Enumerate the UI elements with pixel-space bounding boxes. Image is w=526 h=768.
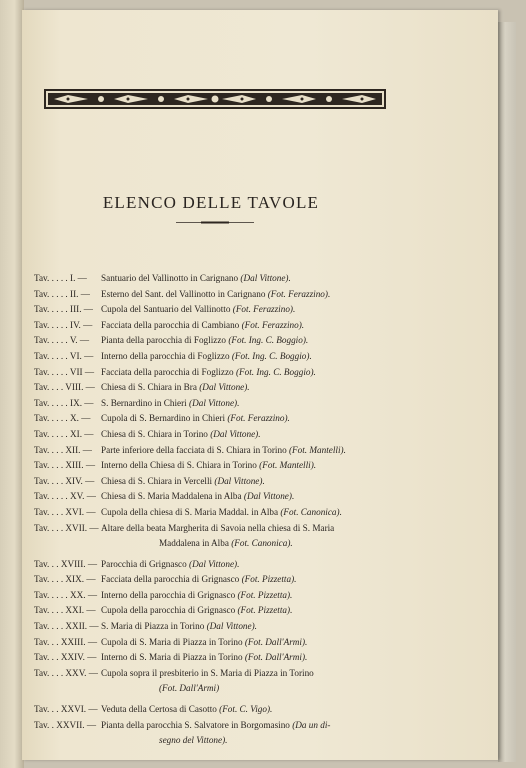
plate-number: Tav. . . . VIII. — — [34, 382, 95, 393]
plate-entry — [34, 718, 454, 734]
photo-credit: (Fot. Ferazzino). — [267, 288, 331, 299]
plate-description: Cupola del Santuario del Vallinotto — [101, 304, 231, 315]
plate-entry — [34, 474, 454, 490]
plate-number: Tav. . . . XIV. — — [34, 475, 95, 486]
plate-entry — [34, 380, 454, 396]
photo-credit: (Fot. Ing. C. Boggio). — [228, 335, 309, 346]
plate-description: Cupola di S. Maria di Piazza in Torino — [101, 636, 243, 647]
plate-description: Altare della beata Margherita di Savoia nella chiesa di S. Maria — [101, 522, 335, 533]
left-page-edge — [0, 0, 24, 768]
plate-description: S. Maria di Piazza in Torino — [101, 621, 205, 632]
plate-entry — [34, 427, 454, 443]
photo-credit: (Fot. Mantelli). — [288, 444, 346, 455]
photo-credit: (Dal Vittone). — [240, 273, 291, 283]
plate-description: Interno della Chiesa di S. Chiara in Torino — [101, 460, 257, 471]
plate-entry — [34, 271, 454, 287]
plate-entry — [34, 702, 454, 718]
photo-credit: (Dal Vittone). — [214, 475, 265, 486]
plate-entry — [34, 396, 454, 412]
photo-credit: (Fot. Ing. C. Boggio). — [231, 350, 312, 361]
plate-entry — [34, 333, 454, 349]
plate-description: S. Bernardino in Chieri — [101, 397, 187, 408]
photo-credit: (Fot. Pizzetta). — [241, 574, 297, 585]
plate-entry — [34, 302, 454, 318]
plate-number: Tav. . . . XXI. — — [34, 605, 96, 616]
plate-number: Tav. . . . XVI. — — [34, 506, 96, 517]
plate-description: Interno di S. Maria di Piazza in Torino — [101, 652, 243, 663]
photo-credit: (Dal Vittone). — [206, 621, 257, 632]
plate-entry — [34, 318, 454, 334]
plate-description: Chiesa di S. Chiara in Torino — [101, 428, 208, 439]
photo-credit: (Dal Vittone). — [243, 491, 295, 502]
plate-number: Tav. . . . . IV. — — [34, 319, 93, 330]
plate-number: Tav. . . . XXV. — — [34, 667, 98, 678]
plate-number: Tav. . . . . VI. — — [34, 350, 94, 361]
plate-number: Tav. . . XVIII. — — [34, 558, 98, 569]
photo-credit: (Dal Vittone). — [210, 428, 261, 439]
photo-credit: (Fot. Canonica). — [280, 506, 342, 517]
plate-entry — [34, 557, 454, 573]
plate-entry — [34, 349, 454, 365]
plate-description: Chiesa di S. Chiara in Vercelli — [101, 475, 213, 486]
plate-entry — [34, 365, 454, 381]
plate-entry — [34, 635, 454, 651]
photo-credit: (Fot. Ferazzino). — [241, 319, 305, 330]
plate-number: Tav. . . XXIII. — — [34, 636, 98, 647]
photo-credit: (Fot. Dall'Armi). — [244, 652, 308, 663]
photo-credit: (Dal Vittone). — [199, 382, 250, 393]
photo-credit: (Da un di- — [292, 719, 331, 730]
plate-entry — [34, 287, 454, 303]
plate-description: Veduta della Certosa di Casotto — [101, 704, 217, 715]
photo-credit: (Fot. Mantelli). — [259, 460, 317, 471]
decorative-border — [44, 88, 386, 110]
plate-description: Cupola della chiesa di S. Maria Maddal. in Alba — [101, 506, 279, 517]
plate-description: Chiesa di S. Chiara in Bra — [101, 382, 197, 393]
photo-credit: (Fot. C. Vigo). — [219, 704, 273, 715]
photo-credit: (Fot. Canonica). — [231, 538, 293, 549]
plate-number: Tav. . . . XIII. — — [34, 460, 96, 471]
plate-number: Tav. . . . . XV. — — [34, 491, 96, 502]
photo-credit: (Fot. Pizzetta). — [237, 605, 293, 616]
plate-number: Tav. . . . . X. — — [34, 413, 91, 424]
plate-number: Tav. . . . . XI. — — [34, 428, 94, 439]
plate-entry — [34, 619, 454, 635]
plate-entry — [34, 505, 454, 521]
plate-entry — [34, 489, 454, 505]
right-page-edge — [498, 22, 516, 762]
plate-entry — [34, 666, 454, 682]
plate-entry — [34, 650, 454, 666]
plate-number: Tav. . . . . III. — — [34, 304, 93, 315]
plate-number: Tav. . . . . V. — — [34, 335, 90, 346]
photo-credit: (Dal Vittone). — [189, 397, 240, 408]
plate-number: Tav. . . . XII. — — [34, 444, 92, 455]
plate-number: Tav. . . . XIX. — — [34, 574, 96, 585]
plate-entry — [34, 572, 454, 588]
plate-entry-continuation — [34, 733, 454, 749]
plate-number: Tav. . . . XXII. — — [34, 621, 99, 632]
plate-description: Facciata della parocchia di Grignasco — [101, 574, 240, 585]
plate-number: Tav. . . . . II. — — [34, 288, 90, 299]
plate-description: Pianta della parocchia di Foglizzo — [101, 335, 227, 346]
plate-entry — [34, 521, 454, 537]
photo-credit: (Fot. Ferazzino). — [232, 304, 296, 315]
plate-description: Chiesa di S. Maria Maddalena in Alba — [101, 491, 242, 502]
plate-number: Tav. . . . . I. — — [34, 273, 87, 283]
plate-description: Interno della parocchia di Foglizzo — [101, 350, 230, 361]
plate-description: Interno della parocchia di Grignasco — [101, 589, 236, 600]
plate-description: Cupola di S. Bernardino in Chieri — [101, 413, 226, 424]
plates-list — [34, 271, 454, 749]
plate-entry — [34, 458, 454, 474]
photo-credit: (Fot. Ing. C. Boggio). — [235, 366, 316, 377]
plate-entry — [34, 588, 454, 604]
plate-description: Esterno del Sant. del Vallinotto in Carignano — [101, 288, 266, 299]
photo-credit: (Fot. Dall'Armi). — [244, 636, 308, 647]
plate-description: Facciata della parocchia di Foglizzo — [101, 366, 234, 377]
plate-number: Tav. . . . . XX. — — [34, 589, 98, 600]
plate-entry-continuation — [34, 681, 454, 697]
plate-number: Tav. . . . XVII. — — [34, 522, 99, 533]
plate-number: Tav. . . XXVI. — — [34, 704, 98, 715]
photo-credit-cont: segno del Vittone). — [159, 735, 228, 746]
plate-entry — [34, 603, 454, 619]
plate-description: Santuario del Vallinotto in Carignano — [101, 273, 239, 283]
plate-number: Tav. . . . . IX. — — [34, 397, 94, 408]
plate-description: Cupola sopra il presbiterio in S. Maria di Piazza in Torino — [101, 667, 314, 678]
plate-number: Tav. . XXVII. — — [34, 719, 97, 730]
plate-description: Parte inferiore della facciata di S. Chiara in Torino — [101, 444, 287, 455]
plate-entry — [34, 443, 454, 459]
photo-credit: (Fot. Pizzetta). — [237, 589, 293, 600]
photo-credit: (Fot. Ferazzino). — [227, 413, 290, 424]
plate-entry-continuation — [34, 536, 454, 552]
plate-description: Pianta della parocchia S. Salvatore in Borgomasino — [101, 719, 290, 730]
plate-entry — [34, 411, 454, 427]
plate-description: Parocchia di Grignasco — [101, 558, 187, 569]
photo-credit: (Fot. Dall'Armi) — [159, 683, 220, 694]
plate-description-cont: Maddalena in Alba — [159, 538, 229, 549]
plate-description: Cupola della parocchia di Grignasco — [101, 605, 236, 616]
plate-number: Tav. . . XXIV. — — [34, 652, 97, 663]
plate-number: Tav. . . . . VII — — [34, 366, 95, 377]
title-underline — [176, 221, 254, 224]
photo-credit: (Dal Vittone). — [189, 558, 240, 569]
plate-description: Facciata della parocchia di Cambiano — [101, 319, 240, 330]
page-title: ELENCO DELLE TAVOLE — [102, 193, 320, 212]
